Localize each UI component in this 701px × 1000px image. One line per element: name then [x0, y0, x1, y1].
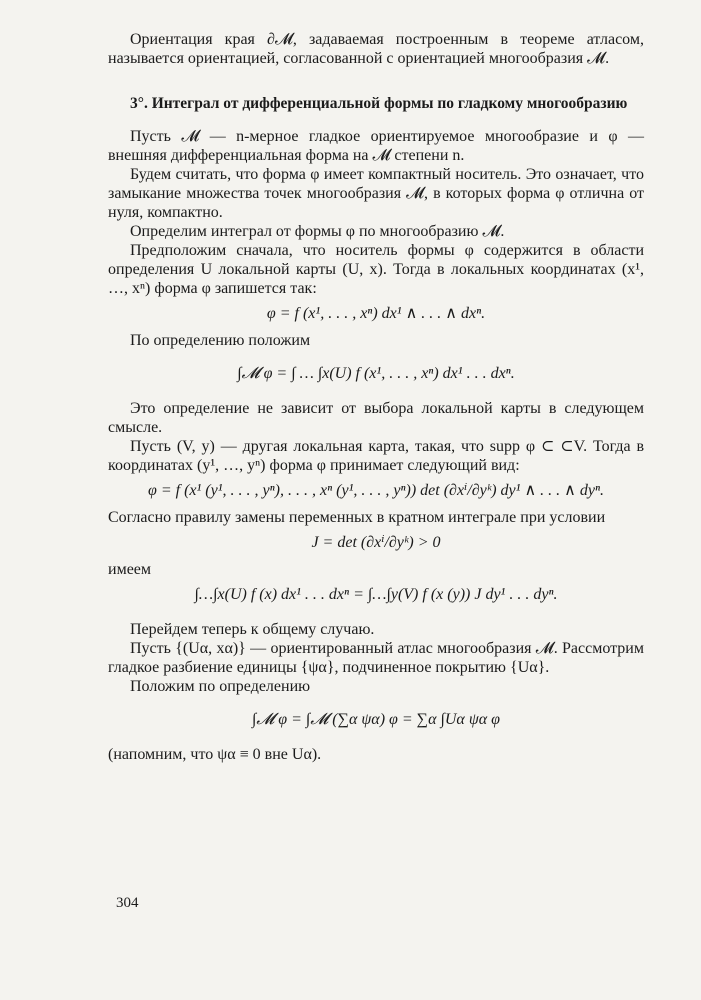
paragraph-define-general: Положим по определению	[130, 678, 311, 695]
paragraph-general-case: Перейдем теперь к общему случаю.	[130, 621, 375, 638]
paragraph-change-variables: Согласно правилу замены переменных в кратном интеграле при условии	[108, 509, 606, 526]
paragraph-reminder: (напомним, что ψα ≡ 0 вне Uα).	[108, 746, 322, 763]
paragraph-by-definition: По определению положим	[130, 332, 311, 349]
paragraph-orientation: Ориентация края ∂𝓜, задаваемая построенным в теореме атласом, называется ориентацией, согласованной с ориентацией многообразия 𝓜.	[108, 31, 644, 67]
page-number: 304	[116, 895, 139, 911]
paragraph-local-chart: Предположим сначала, что носитель формы φ содержится в области определения U локальной карты (U, x). Тогда в локальных координатах (x¹, …, xⁿ) форма φ запишется так:	[108, 242, 644, 297]
paragraph-independence: Это определение не зависит от выбора локальной карты в следующем смысле.	[108, 400, 644, 436]
paragraph-other-chart: Пусть (V, y) — другая локальная карта, такая, что supp φ ⊂ ⊂V. Тогда в координатах (y¹, …, yⁿ) форма φ принимает следующий вид:	[108, 438, 644, 474]
paragraph-atlas-partition: Пусть {(Uα, xα)} — ориентированный атлас многообразия 𝓜. Рассмотрим гладкое разбиение единицы {ψα}, подчиненное покрытию {Uα}.	[108, 640, 644, 676]
page-body	[108, 30, 644, 764]
formula-form-y-coords: φ = f (x¹ (y¹, . . . , yⁿ), . . . , xⁿ (y¹, . . . , yⁿ)) det (∂xⁱ/∂yᵏ) dy¹ ∧ . . . ∧ dyⁿ.	[147, 482, 605, 499]
formula-general-integral: ∫𝓜 φ = ∫𝓜 (∑α ψα) φ = ∑α ∫Uα ψα φ	[251, 711, 501, 728]
formula-form-local: φ = f (x¹, . . . , xⁿ) dx¹ ∧ . . . ∧ dxⁿ.	[266, 305, 486, 322]
paragraph-compact-support: Будем считать, что форма φ имеет компактный носитель. Это означает, что замыкание множества точек многообразия 𝓜, в которых форма φ отлична от нуля, компактно.	[108, 166, 644, 221]
section-heading: 3°. Интеграл от дифференциальной формы по гладкому многообразию	[130, 95, 628, 112]
paragraph-we-have: имеем	[108, 561, 152, 578]
paragraph-manifold: Пусть 𝓜 — n-мерное гладкое ориентируемое многообразие и φ — внешняя дифференциальная форма на 𝓜 степени n.	[108, 128, 644, 164]
formula-jacobian: J = det (∂xⁱ/∂yᵏ) > 0	[311, 534, 441, 551]
formula-change-of-variables: ∫…∫x(U) f (x) dx¹ . . . dxⁿ = ∫…∫y(V) f (x (y)) J dy¹ . . . dyⁿ.	[194, 586, 558, 603]
formula-integral-definition: ∫𝓜 φ = ∫ … ∫x(U) f (x¹, . . . , xⁿ) dx¹ . . . dxⁿ.	[237, 365, 515, 382]
paragraph-define-integral: Определим интеграл от формы φ по многообразию 𝓜.	[130, 223, 505, 240]
